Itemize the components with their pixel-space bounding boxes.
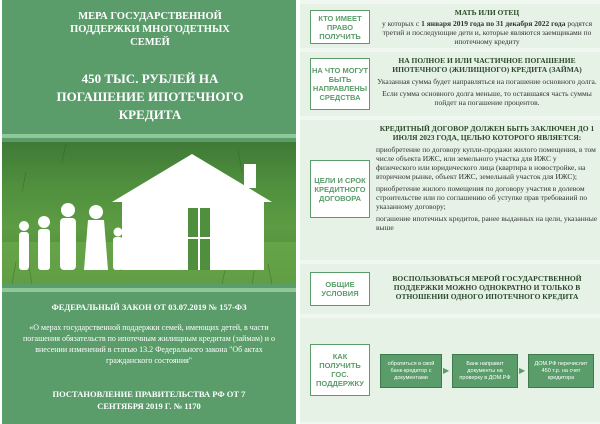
goals-item-1: приобретение по договору купли-продажи жилого помещения, в том числе объекта ИЖС, или земельного участка для ИЖС у физического или юридического лица (квартира в новостройке, на вторичном рынке, объект ИЖС, земельный участок для ИЖС); xyxy=(376,145,596,181)
goals-label: ЦЕЛИ И СРОК КРЕДИТНОГО ДОГОВОРА xyxy=(310,160,370,218)
who-row xyxy=(300,4,600,48)
left-header xyxy=(2,0,296,138)
house-family-icon xyxy=(2,142,296,284)
federal-law: ФЕДЕРАЛЬНЫЙ ЗАКОН ОТ 03.07.2019 № 157-ФЗ xyxy=(51,302,247,312)
purpose-text-1: Указанная сумма будет направляться на погашение основного долга. xyxy=(377,77,597,86)
who-text: у которых с 1 января 2019 года по 31 декабря 2022 года родятся третий и последующие дети и, которые являются заемщиками по ипотечному кредиту xyxy=(381,19,593,46)
law-section xyxy=(2,288,296,424)
purpose-content xyxy=(376,56,598,107)
purpose-label: НА ЧТО МОГУТ БЫТЬ НАПРАВЛЕНЫ СРЕДСТВА xyxy=(310,58,370,110)
purpose-text-2: Если сумма основного долга меньше, то оставшаяся часть суммы пойдет на погашение процентов. xyxy=(382,89,592,107)
left-panel xyxy=(2,0,296,424)
terms-row xyxy=(300,264,600,314)
step-1: обратиться в свой банк-кредитор с документами xyxy=(380,354,442,388)
who-heading: МАТЬ ИЛИ ОТЕЦ xyxy=(454,8,520,17)
goals-row xyxy=(300,120,600,260)
step-3: ДОМ.РФ перечислит 450 т.р. на счет кредитора xyxy=(528,354,594,388)
step-arrow-icon: ▶ xyxy=(519,366,526,375)
support-amount: 450 ТЫС. РУБЛЕЙ НА ПОГАШЕНИЕ ИПОТЕЧНОГО КРЕДИТА xyxy=(56,71,244,122)
government-decree: ПОСТАНОВЛЕНИЕ ПРАВИТЕЛЬСТВА РФ ОТ 7 СЕНТЯБРЯ 2019 Г. № 1170 xyxy=(52,389,246,411)
terms-label: ОБЩИЕ УСЛОВИЯ xyxy=(310,272,370,306)
goals-item-2: приобретение жилого помещения по договору участия в долевом строительстве или по соглашению об уступке прав требований по указанному договору; xyxy=(376,184,588,211)
who-label: КТО ИМЕЕТ ПРАВО ПОЛУЧИТЬ xyxy=(310,10,370,44)
family-house-illustration xyxy=(2,142,296,284)
terms-heading: ВОСПОЛЬЗОВАТЬСЯ МЕРОЙ ГОСУДАРСТВЕННОЙ ПОДДЕРЖКИ МОЖНО ОДНОКРАТНО И ТОЛЬКО В ОТНОШЕНИИ ОДНОГО ИПОТЕЧНОГО КРЕДИТА xyxy=(392,274,582,301)
how-label: КАК ПОЛУЧИТЬ ГОС. ПОДДЕРЖКУ xyxy=(310,344,370,396)
right-panel xyxy=(300,0,600,424)
purpose-heading: НА ПОЛНОЕ И ИЛИ ЧАСТИЧНОЕ ПОГАШЕНИЕ ИПОТЕЧНОГО (ЖИЛИЩНОГО) КРЕДИТА (ЗАЙМА) xyxy=(392,56,582,74)
terms-content xyxy=(376,274,598,301)
goals-item-3: погашение ипотечных кредитов, ранее выданных на цели, указанные выше xyxy=(376,214,598,232)
law-description: «О мерах государственной поддержки семей, имеющих детей, в части погашения обязательств по ипотечным жилищным кредитам (займам) и о внесении изменений в статью 13.2 Федерального закона "Об актах гражданского состояния" xyxy=(22,323,276,365)
how-row xyxy=(300,318,600,422)
step-2: Банк направит документы на проверку в ДОМ.РФ xyxy=(452,354,518,388)
goals-content xyxy=(376,124,598,232)
who-dates: 1 января 2019 года по 31 декабря 2022 года xyxy=(421,19,566,28)
who-content xyxy=(376,8,598,46)
poster-title: МЕРА ГОСУДАРСТВЕННОЙ ПОДДЕРЖКИ МНОГОДЕТНЫХ СЕМЕЙ xyxy=(70,11,230,48)
goals-heading: КРЕДИТНЫЙ ДОГОВОР ДОЛЖЕН БЫТЬ ЗАКЛЮЧЕН ДО 1 ИЮЛЯ 2023 ГОДА, ЦЕЛЬЮ КОТОРОГО ЯВЛЯЕТСЯ: xyxy=(379,124,595,142)
step-arrow-icon: ▶ xyxy=(443,366,450,375)
purpose-row xyxy=(300,52,600,116)
